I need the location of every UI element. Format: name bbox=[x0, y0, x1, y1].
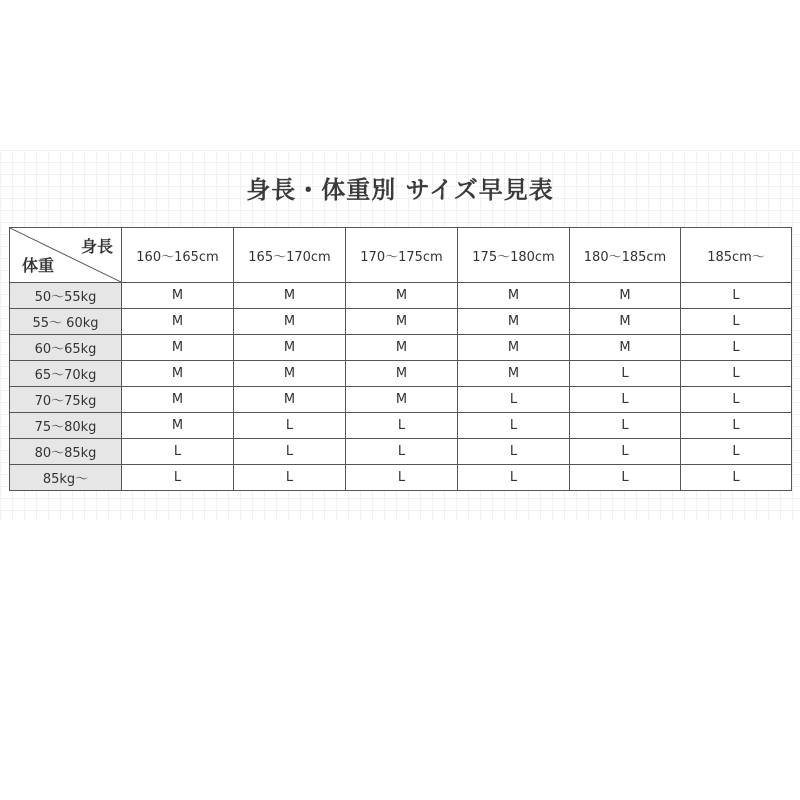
table-row bbox=[10, 439, 792, 465]
size-cell: M bbox=[458, 283, 570, 309]
column-header: 185cm～ bbox=[681, 228, 792, 283]
size-cell: L bbox=[234, 465, 346, 491]
size-cell: M bbox=[570, 283, 681, 309]
row-label-weight: 65～70kg bbox=[10, 361, 122, 387]
size-cell: M bbox=[458, 309, 570, 335]
size-cell: L bbox=[346, 439, 458, 465]
table-row bbox=[10, 387, 792, 413]
size-cell: M bbox=[346, 335, 458, 361]
size-cell: M bbox=[458, 335, 570, 361]
size-cell: M bbox=[234, 361, 346, 387]
table-row bbox=[10, 283, 792, 309]
header-row bbox=[10, 228, 792, 283]
height-axis-label: 身長 bbox=[80, 237, 113, 256]
size-cell: M bbox=[122, 361, 234, 387]
size-cell: M bbox=[346, 283, 458, 309]
size-cell: L bbox=[234, 439, 346, 465]
row-label-weight: 60～65kg bbox=[10, 335, 122, 361]
size-cell: L bbox=[570, 361, 681, 387]
row-label-weight: 50～55kg bbox=[10, 283, 122, 309]
column-header: 175～180cm bbox=[458, 228, 570, 283]
size-cell: M bbox=[234, 309, 346, 335]
column-header: 180～185cm bbox=[570, 228, 681, 283]
size-cell: L bbox=[122, 439, 234, 465]
table-body bbox=[10, 283, 792, 491]
size-cell: L bbox=[681, 387, 792, 413]
column-header: 170～175cm bbox=[346, 228, 458, 283]
row-label-weight: 85kg～ bbox=[10, 465, 122, 491]
size-cell: L bbox=[570, 413, 681, 439]
size-cell: L bbox=[346, 413, 458, 439]
corner-header-cell bbox=[10, 228, 122, 283]
size-cell: L bbox=[681, 439, 792, 465]
column-header: 165～170cm bbox=[234, 228, 346, 283]
size-cell: L bbox=[458, 387, 570, 413]
size-cell: M bbox=[346, 309, 458, 335]
size-cell: L bbox=[681, 309, 792, 335]
size-cell: M bbox=[234, 283, 346, 309]
size-cell: M bbox=[122, 283, 234, 309]
size-cell: M bbox=[346, 387, 458, 413]
weight-axis-label: 体重 bbox=[22, 256, 55, 275]
size-cell: L bbox=[234, 413, 346, 439]
page-title: 身長・体重別 サイズ早見表 bbox=[246, 176, 554, 204]
size-chart-table bbox=[9, 227, 792, 491]
size-cell: M bbox=[122, 387, 234, 413]
size-cell: L bbox=[458, 413, 570, 439]
table-row bbox=[10, 361, 792, 387]
size-cell: L bbox=[570, 439, 681, 465]
size-cell: M bbox=[570, 335, 681, 361]
size-cell: M bbox=[122, 335, 234, 361]
row-label-weight: 80～85kg bbox=[10, 439, 122, 465]
size-cell: L bbox=[346, 465, 458, 491]
size-cell: M bbox=[234, 387, 346, 413]
size-cell: L bbox=[122, 465, 234, 491]
size-cell: M bbox=[458, 361, 570, 387]
size-cell: M bbox=[122, 413, 234, 439]
size-cell: M bbox=[346, 361, 458, 387]
table-row bbox=[10, 309, 792, 335]
size-cell: L bbox=[681, 283, 792, 309]
size-cell: M bbox=[122, 309, 234, 335]
row-label-weight: 70～75kg bbox=[10, 387, 122, 413]
row-label-weight: 55～ 60kg bbox=[10, 309, 122, 335]
size-cell: L bbox=[570, 387, 681, 413]
size-cell: L bbox=[681, 413, 792, 439]
table-row bbox=[10, 335, 792, 361]
size-cell: L bbox=[681, 335, 792, 361]
column-header: 160～165cm bbox=[122, 228, 234, 283]
size-cell: M bbox=[570, 309, 681, 335]
size-cell: L bbox=[570, 465, 681, 491]
row-label-weight: 75～80kg bbox=[10, 413, 122, 439]
size-cell: L bbox=[681, 465, 792, 491]
size-cell: L bbox=[458, 465, 570, 491]
table-row bbox=[10, 413, 792, 439]
size-cell: M bbox=[234, 335, 346, 361]
table-row bbox=[10, 465, 792, 491]
size-cell: L bbox=[681, 361, 792, 387]
size-cell: L bbox=[458, 439, 570, 465]
